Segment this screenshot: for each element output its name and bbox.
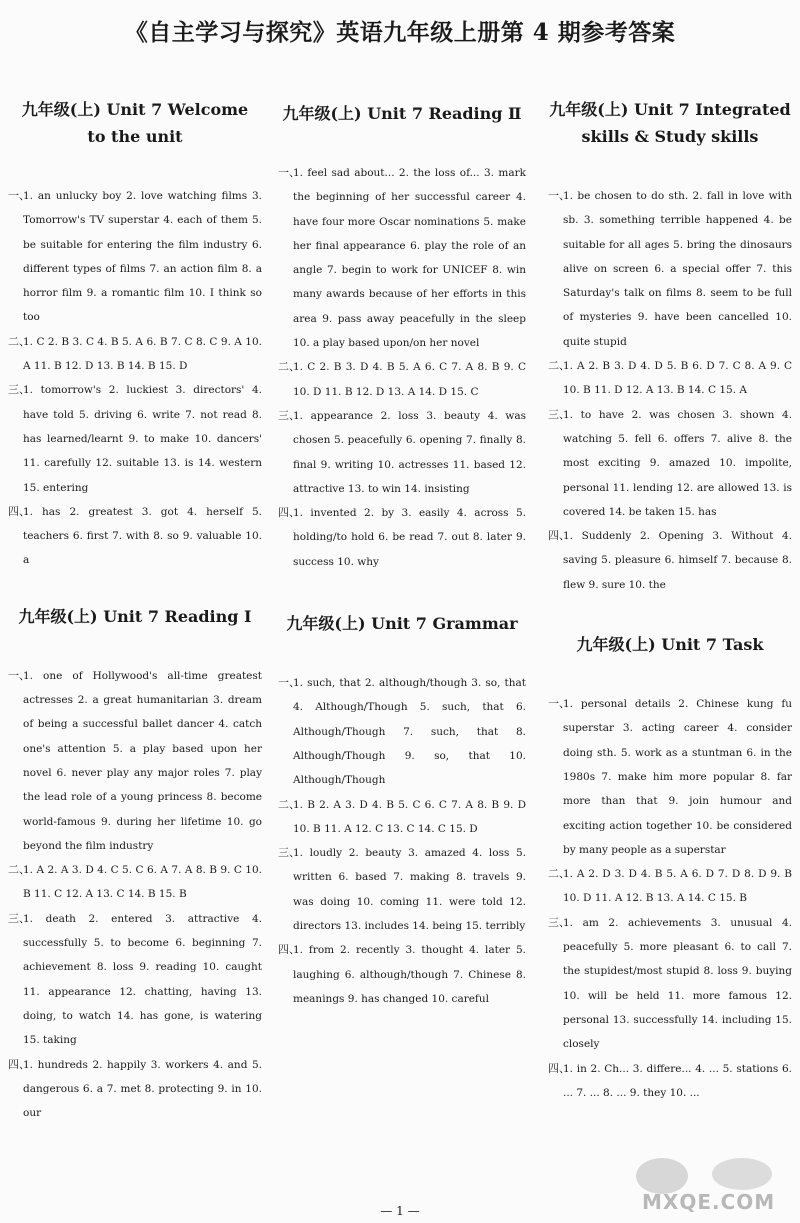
answer-block	[278, 161, 526, 574]
answer-part: 三、 1. tomorrow's 2. luckiest 3. directors' 4. have told 5. driving 6. write 7. not read 8. has learned/learnt 9. to make 10. dancers' 11. carefully 12. suitable 13. is 14. western 15. entering	[8, 383, 262, 494]
heading-line: 九年级(上) Unit 7 Welcome	[21, 100, 249, 119]
answer-block	[8, 184, 262, 573]
answer-part: 四、 1. Suddenly 2. Opening 3. Without 4. saving 5. pleasure 6. himself 7. because 8. flew 9. sure 10. the	[548, 529, 792, 591]
answer-block	[278, 671, 526, 1011]
answer-part: 二、 1. A 2. D 3. D 4. B 5. A 6. D 7. D 8. D 9. B 10. D 11. A 12. B 13. A 14. C 15. B	[548, 867, 792, 905]
answer-part: 四、 1. invented 2. by 3. easily 4. across 5. holding/to hold 6. be read 7. out 8. later 9. success 10. why	[278, 506, 526, 568]
answer-block	[8, 664, 262, 1126]
answer-part: 二、 1. C 2. B 3. D 4. B 5. A 6. C 7. A 8. B 9. C 10. D 11. B 12. D 13. A 14. D 15. C	[278, 360, 526, 398]
answer-part: 三、 1. loudly 2. beauty 3. amazed 4. loss 5. written 6. based 7. making 8. travels 9. was doing 10. coming 11. were told 12. directors 13. includes 14. being 15. terribly	[278, 846, 526, 933]
answer-part: 三、 1. to have 2. was chosen 3. shown 4. watching 5. fell 6. offers 7. alive 8. the most exciting 9. amazed 10. impolite, personal 11. lending 12. are allowed 13. is covered 14. be taken 15. has	[548, 407, 792, 518]
answer-part: 一、 1. personal details 2. Chinese kung fu superstar 3. acting career 4. consider doing sth. 5. work as a stuntman 6. in the 1980s 7. make him more popular 8. far more than that 9. join humour and exciting action together 10. be considered by many people as a superstar	[548, 697, 792, 856]
answer-part: 四、 1. in 2. Ch... 3. differe... 4. ... 5. stations 6. ... 7. ... 8. ... 9. they 10. ...	[548, 1061, 792, 1099]
page-title: 《自主学习与探究》英语九年级上册第 4 期参考答案	[124, 19, 676, 46]
answer-part: 三、 1. appearance 2. loss 3. beauty 4. was chosen 5. peacefully 6. opening 7. finally 8. final 9. writing 10. actresses 11. based 12. attractive 13. to win 14. insisting	[278, 408, 526, 495]
answer-part: 二、 1. A 2. B 3. D 4. D 5. B 6. D 7. C 8. A 9. C 10. B 11. D 12. A 13. B 14. C 15. A	[548, 359, 792, 397]
answer-part: 一、 1. such, that 2. although/though 3. so, that 4. Although/Though 5. such, that 6. Although/Though 7. such, that 8. Although/Though 9. so, that 10. Although/Though	[278, 676, 526, 787]
section-heading	[548, 96, 792, 150]
answer-part: 二、 1. C 2. B 3. C 4. B 5. A 6. B 7. C 8. C 9. A 10. A 11. B 12. D 13. B 14. B 15. D	[8, 334, 262, 373]
heading-line: 九年级(上) Unit 7 Reading Ⅱ	[282, 104, 522, 123]
answer-part: 四、 1. from 2. recently 3. thought 4. later 5. laughing 6. although/though 7. Chinese 8. meanings 9. has changed 10. careful	[278, 943, 526, 1005]
answer-part: 一、 1. be chosen to do sth. 2. fall in love with sb. 3. something terrible happened 4. be suitable for all ages 5. bring the dinosaurs alive on screen 6. a special offer 7. this Saturday's talk on films 8. seem to be full of mysteries 9. have been cancelled 10. quite stupid	[548, 189, 792, 348]
column-2	[278, 96, 526, 1011]
answer-part: 二、 1. B 2. A 3. D 4. B 5. C 6. C 7. A 8. B 9. D 10. B 11. A 12. C 13. C 14. C 15. D	[278, 797, 526, 835]
answer-block	[548, 184, 792, 597]
answer-part: 一、 1. an unlucky boy 2. love watching films 3. Tomorrow's TV superstar 4. each of them 5. be suitable for entering the film industry 6. different types of films 7. an action film 8. a horror film 9. a romantic film 10. I think so too	[8, 189, 262, 324]
section-heading	[8, 96, 262, 150]
page-number: — 1 —	[380, 1204, 420, 1218]
section-heading	[548, 631, 792, 658]
answer-part: 四、 1. has 2. greatest 3. got 4. herself 5. teachers 6. first 7. with 8. so 9. valuable 10. a	[8, 504, 262, 567]
answer-block	[548, 692, 792, 1105]
heading-line: 九年级(上) Unit 7 Integrated	[549, 100, 791, 119]
heading-line: 九年级(上) Unit 7 Reading Ⅰ	[18, 606, 252, 626]
answer-part: 三、 1. death 2. entered 3. attractive 4. successfully 5. to become 6. beginning 7. achievement 8. loss 9. reading 10. caught 11. appearance 12. chatting, having 13. doing, to watch 14. has gone, is watering 15. taking	[8, 911, 262, 1047]
heading-line: 九年级(上) Unit 7 Task	[576, 635, 764, 655]
heading-line: to the unit	[87, 127, 183, 146]
heading-line: skills & Study skills	[581, 127, 759, 146]
section-heading	[8, 603, 262, 630]
column-3	[548, 96, 792, 1105]
column-1	[8, 96, 262, 1125]
answer-part: 二、 1. A 2. A 3. D 4. C 5. C 6. A 7. A 8. B 9. C 10. B 11. C 12. A 13. C 14. B 15. B	[8, 863, 262, 901]
answer-part: 四、 1. hundreds 2. happily 3. workers 4. and 5. dangerous 6. a 7. met 8. protecting 9. in 10. our	[8, 1057, 262, 1120]
heading-line: 九年级(上) Unit 7 Grammar	[286, 614, 518, 634]
section-heading	[278, 610, 526, 637]
answer-part: 三、 1. am 2. achievements 3. unusual 4. peacefully 5. more pleasant 6. to call 7. the stupidest/most stupid 8. loss 9. buying 10. will be held 11. more famous 12. personal 13. successfully 14. including 15. closely	[548, 915, 792, 1051]
answer-part: 一、 1. feel sad about... 2. the loss of... 3. mark the beginning of her successful career 4. have four more Oscar nominations 5. make her final appearance 6. play the role of an angle 7. begin to work for UNICEF 8. win many awards because of her efforts in this area 9. pass away peacefully in the sleep 10. a play based upon/on her novel	[278, 166, 526, 350]
answer-part: 一、 1. one of Hollywood's all-time greatest actresses 2. a great humanitarian 3. dream of being a successful ballet dancer 4. catch one's attention 5. a play based upon her novel 6. never play any major roles 7. play the lead role of a young princess 8. become world-famous 9. during her lifetime 10. go beyond the film industry	[8, 668, 262, 852]
watermark-text: MXQE.COM	[642, 1190, 776, 1214]
section-heading	[278, 100, 526, 127]
